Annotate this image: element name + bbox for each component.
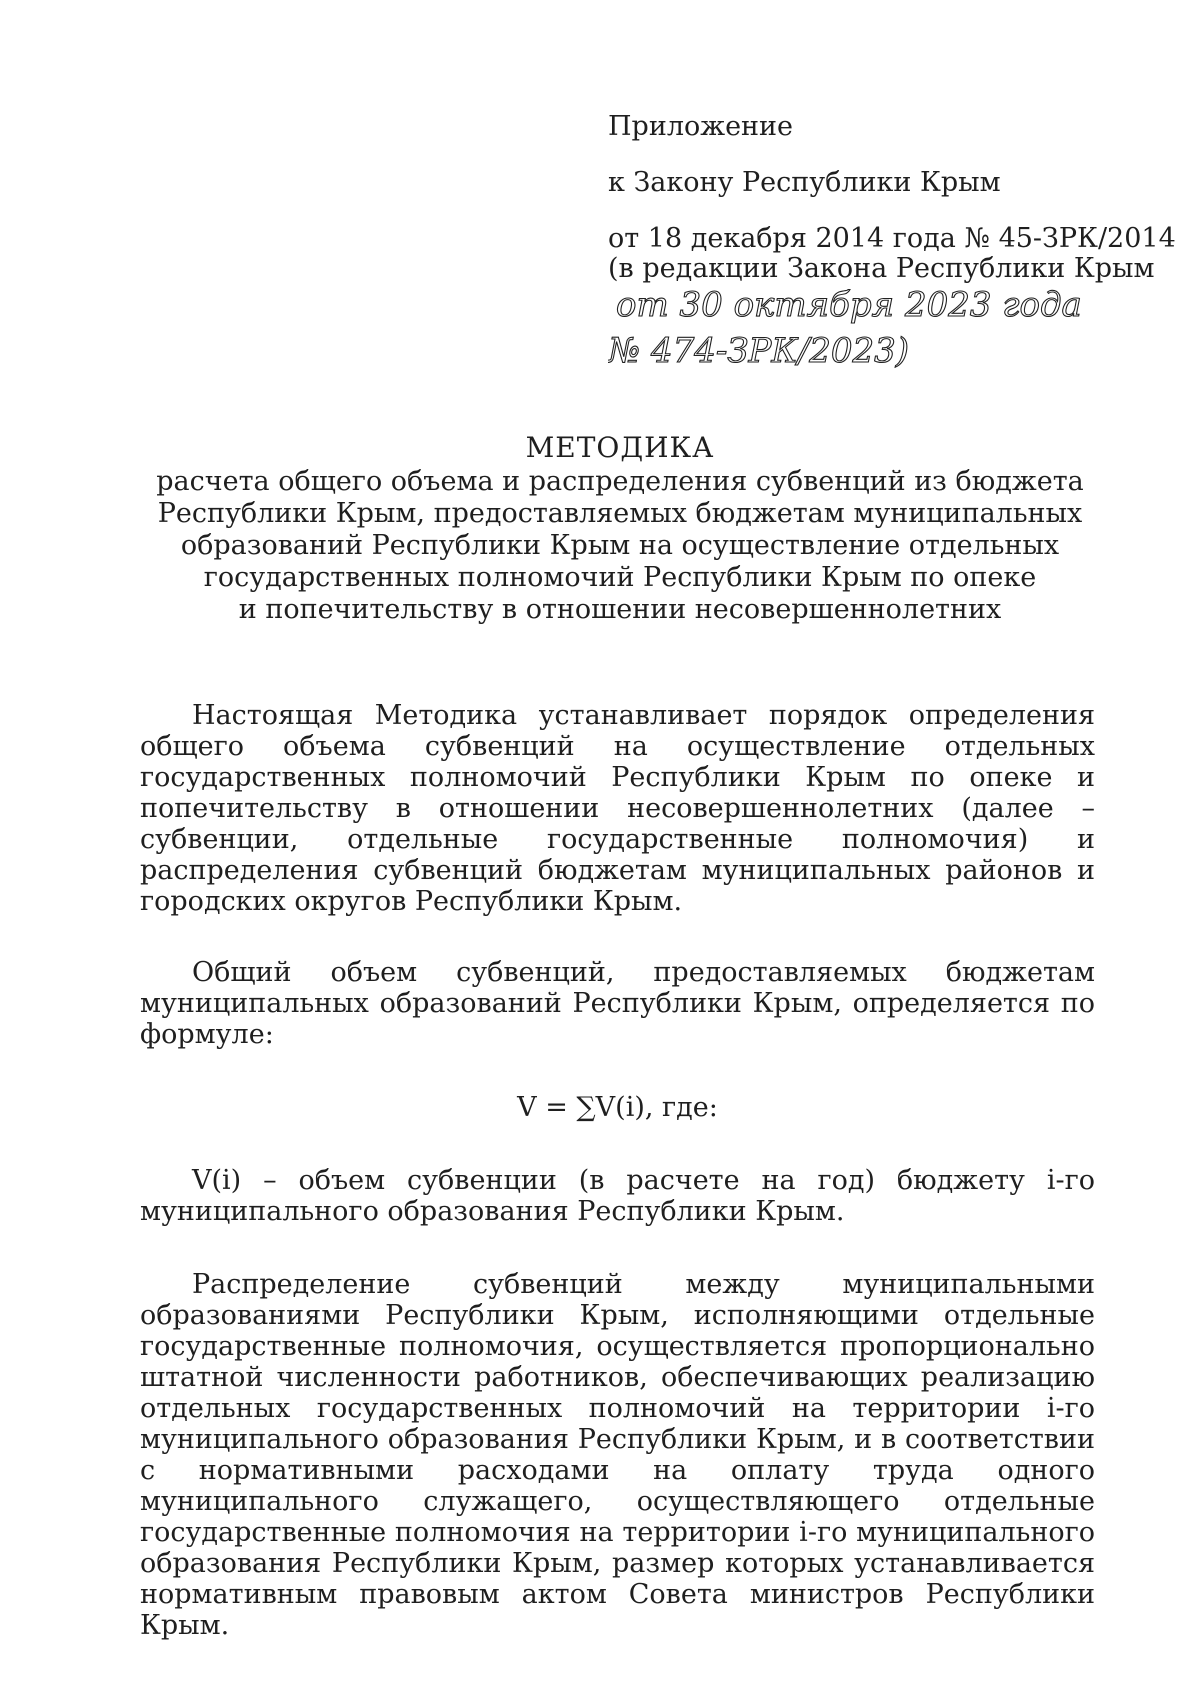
amendment-line: (в редакции Закона Республики Крым xyxy=(608,253,1155,284)
title-block xyxy=(140,432,1100,626)
paragraph-distribution: Распределение субвенций между муниципальными образованиями Республики Крым, исполняющими отдельные государственные полномочия, осуществляется пропорционально штатной численности работников, обеспечивающих реализацию отдельных государственных полномочий на территории i-го муниципального образования Республики Крым, и в соответствии с нормативными расходами на оплату труда одного муниципального служащего, осуществляющего отдельные государственные полномочия на территории i-го муниципального образования Республики Крым, размер которых устанавливается нормативным правовым актом Совета министров Республики Крым. xyxy=(140,1269,1095,1641)
document-title: МЕТОДИКА xyxy=(525,431,715,464)
annex-header xyxy=(608,111,1176,284)
document-subtitle: расчета общего объема и распределения субвенций из бюджета Республики Крым, предоставляемых бюджетам муниципальных образований Республики Крым на осуществление отдельных государственных полномочий Республики Крым по опеке и попечительству в отношении несовершеннолетних xyxy=(156,466,1084,625)
formula: V = ∑V(i), где: xyxy=(517,1092,718,1123)
handwritten-line-2: № 474-ЗРК/2023) xyxy=(608,331,909,371)
paragraph-intro: Настоящая Методика устанавливает порядок определения общего объема субвенций на осуществление отдельных государственных полномочий Республики Крым по опеке и попечительству в отношении несовершеннолетних (далее – субвенции, отдельные государственные полномочия) и распределения субвенций бюджетам муниципальных районов и городских округов Республики Крым. xyxy=(140,700,1095,917)
law-reference: к Закону Республики Крым xyxy=(608,167,1001,198)
law-date-number: от 18 декабря 2014 года № 45-ЗРК/2014 xyxy=(608,223,1176,254)
handwritten-line-1: от 30 октября 2023 года xyxy=(616,285,1082,325)
paragraph-variable-definition: V(i) – объем субвенции (в расчете на год) бюджету i-го муниципального образования Республики Крым. xyxy=(140,1165,1095,1227)
handwritten-amendment xyxy=(608,282,1128,372)
document-body xyxy=(140,700,1095,1683)
annex-label: Приложение xyxy=(608,111,794,142)
paragraph-total-volume: Общий объем субвенций, предоставляемых бюджетам муниципальных образований Республики Крым, определяется по формуле: xyxy=(140,957,1095,1050)
